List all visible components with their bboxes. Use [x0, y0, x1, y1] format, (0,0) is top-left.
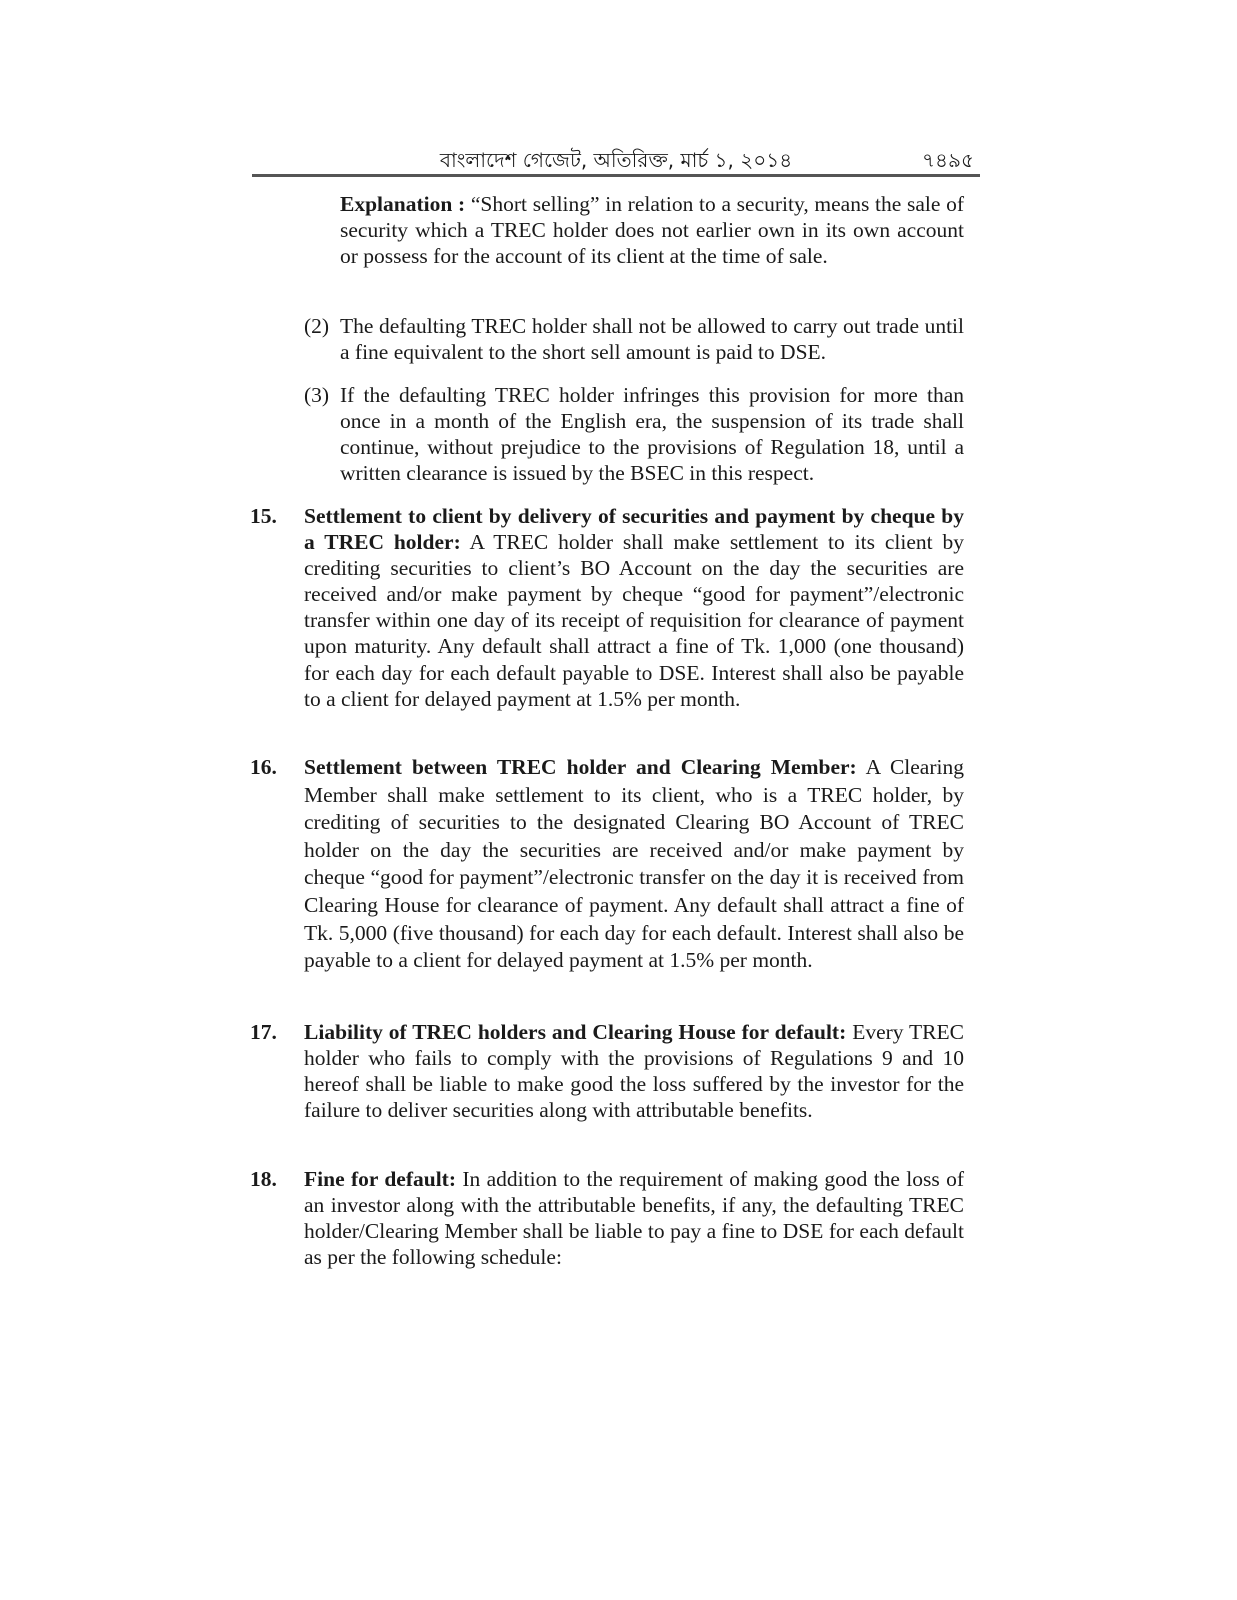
- section-18-number: 18.: [250, 1167, 277, 1191]
- section-16-number: 16.: [250, 755, 277, 779]
- section-15-text: A TREC holder shall make settlement to its client by crediting securities to client’s BO Account on the day the securities are received and/or make payment by cheque “good for payment”/electronic transfer within one day of its receipt of requisition for clearance of payment upon maturity. Any default shall attract a fine of Tk. 1,000 (one thousand) for each day for each default payable to DSE. Interest shall also be payable to a client for delayed payment at 1.5% per month.: [304, 530, 964, 711]
- section-17-paragraph: [304, 1019, 964, 1123]
- section-15-heading: Settlement to client by delivery of securities and payment by cheque by a TREC holder:: [304, 504, 964, 555]
- explanation-paragraph: [340, 191, 964, 269]
- page-number: ৭৪৯৫: [922, 148, 974, 172]
- gazette-title: বাংলাদেশ গেজেট, অতিরিক্ত, মার্চ ১, ২০১৪: [439, 148, 793, 172]
- explanation-text: “Short selling” in relation to a security, means the sale of security which a TREC holder does not earlier own in its own account or possess for the account of its client at the time of sale.: [340, 192, 965, 269]
- section-17-heading: Liability of TREC holders and Clearing House for default:: [304, 1020, 847, 1044]
- subclause-2-number: (2): [304, 314, 330, 338]
- section-18-heading: Fine for default:: [304, 1167, 457, 1191]
- section-17-text: Every TREC holder who fails to comply with the provisions of Regulations 9 and 10 hereof shall be liable to make good the loss suffered by the investor for the failure to deliver securities along with attributable benefits.: [304, 1020, 964, 1123]
- subclause-3-text: If the defaulting TREC holder infringes this provision for more than once in a month of the English era, the suspension of its trade shall continue, without prejudice to the provisions of Regulation 18, until a written clearance is issued by the BSEC in this respect.: [340, 383, 964, 486]
- subclause-3-number: (3): [304, 383, 330, 407]
- header-divider: [252, 174, 980, 177]
- section-16-text: A Clearing Member shall make settlement to its client, who is a TREC holder, by crediting of securities to the designated Clearing BO Account of TREC holder on the day the securities are received and/or make payment by cheque “good for payment”/electronic transfer on the day it is received from Clearing House for clearance of payment. Any default shall attract a fine of Tk. 5,000 (five thousand) for each day for each default. Interest shall also be payable to a client for delayed payment at 1.5% per month.: [304, 755, 964, 973]
- section-17-number: 17.: [250, 1020, 277, 1044]
- section-16-heading: Settlement between TREC holder and Clearing Member:: [304, 755, 857, 779]
- explanation-label: Explanation :: [340, 192, 466, 216]
- subclause-2-text: The defaulting TREC holder shall not be allowed to carry out trade until a fine equivalent to the short sell amount is paid to DSE.: [340, 314, 964, 365]
- section-15-number: 15.: [250, 504, 277, 528]
- page-header: [252, 142, 980, 178]
- section-16-paragraph: [304, 754, 964, 975]
- section-15-paragraph: [304, 503, 964, 712]
- section-18-paragraph: [304, 1166, 964, 1270]
- section-18-text: In addition to the requirement of making good the loss of an investor along with the attributable benefits, if any, the defaulting TREC holder/Clearing Member shall be liable to pay a fine to DSE for each default as per the following schedule:: [304, 1167, 964, 1270]
